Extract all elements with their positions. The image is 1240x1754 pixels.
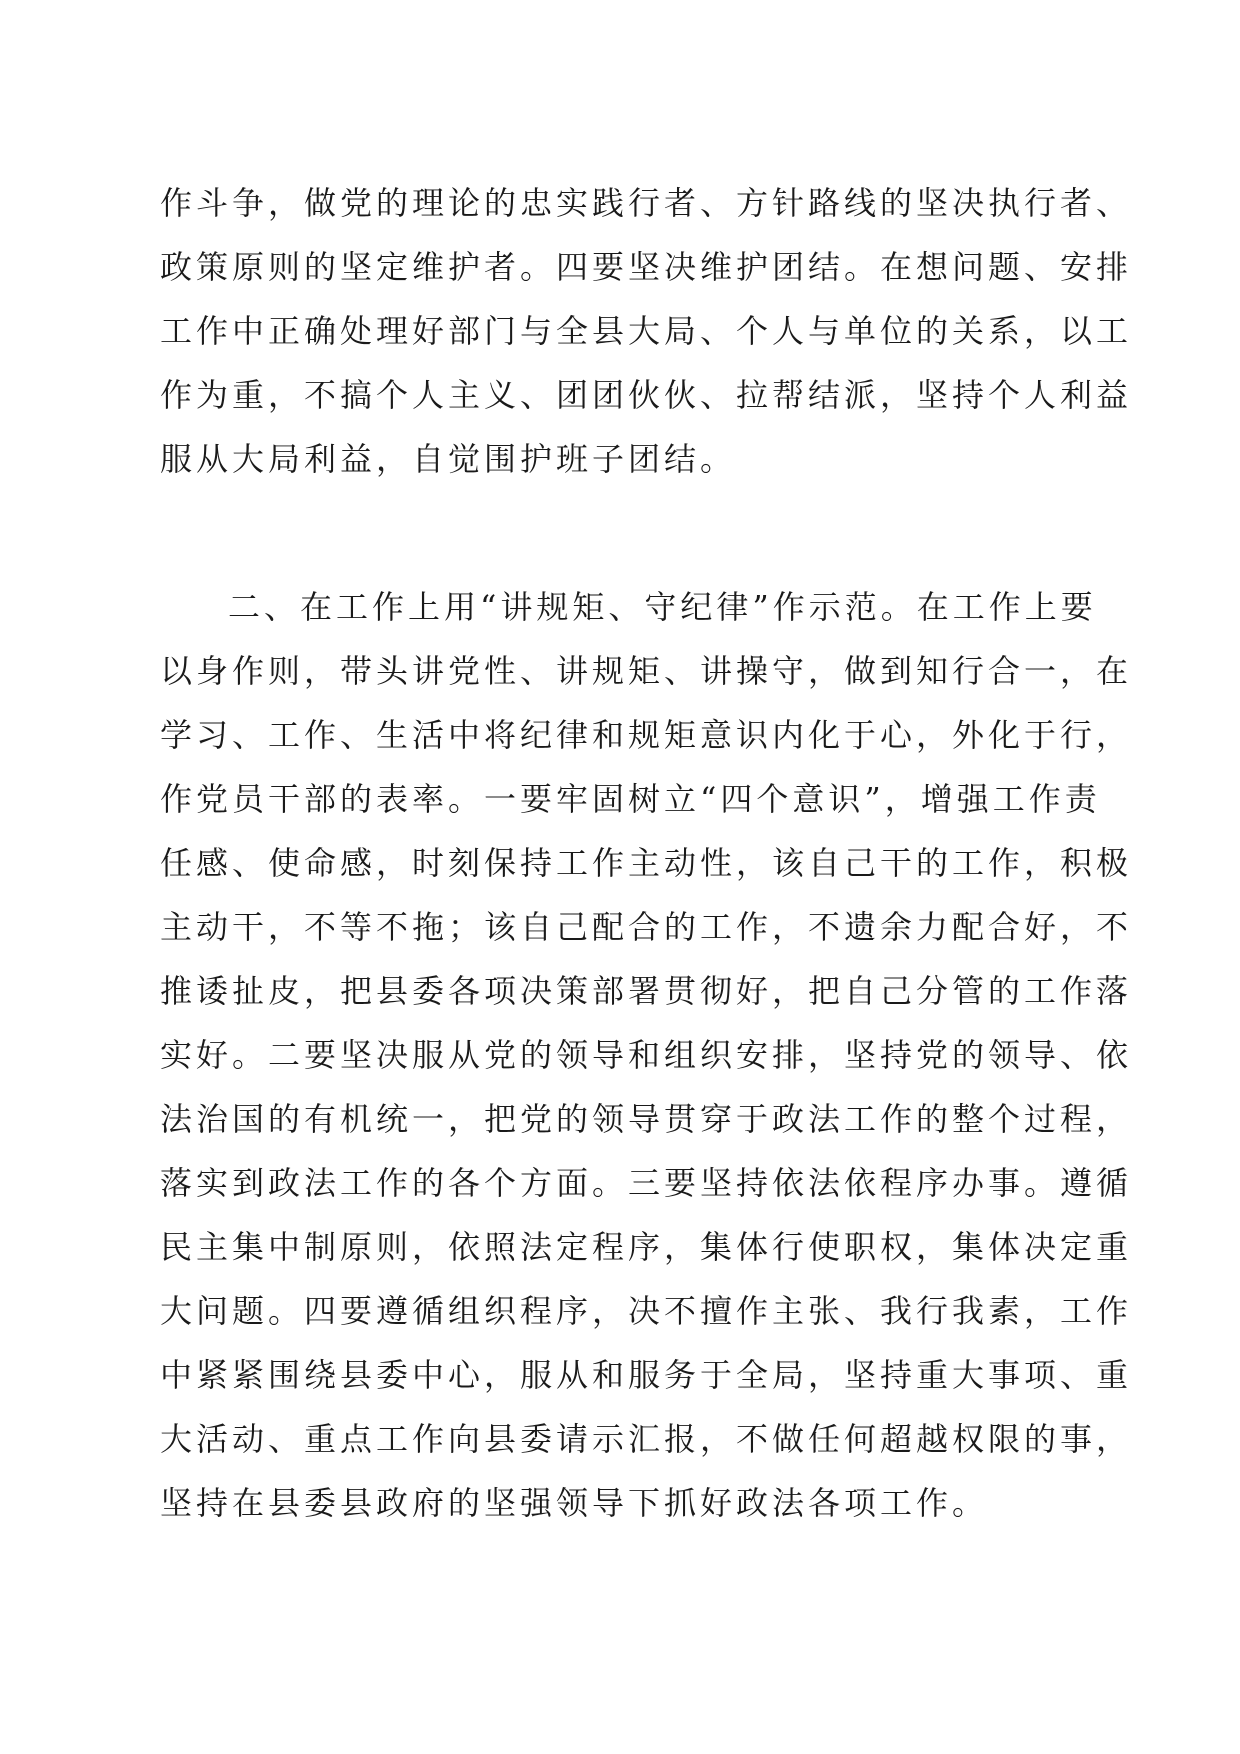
text-line: 法治国的有机统一，把党的领导贯穿于政法工作的整个过程，	[160, 1100, 1133, 1138]
text-line: 大问题。四要遵循组织程序，决不擅作主张、我行我素，工作	[160, 1292, 1133, 1330]
text-line: 作党员干部的表率。一要牢固树立“四个意识”，增强工作责	[160, 780, 1101, 818]
text-line: 民主集中制原则，依照法定程序，集体行使职权，集体决定重	[160, 1228, 1133, 1266]
text-line-indented: 二、在工作上用“讲规矩、守纪律”作示范。在工作上要	[228, 588, 1097, 626]
text-line: 推诿扯皮，把县委各项决策部署贯彻好，把自己分管的工作落	[160, 972, 1133, 1010]
text-line: 坚持在县委县政府的坚强领导下抓好政法各项工作。	[160, 1484, 989, 1522]
text-line: 作斗争，做党的理论的忠实践行者、方针路线的坚决执行者、	[160, 184, 1133, 222]
text-line: 大活动、重点工作向县委请示汇报，不做任何超越权限的事，	[160, 1420, 1133, 1458]
text-line: 作为重，不搞个人主义、团团伙伙、拉帮结派，坚持个人利益	[160, 376, 1133, 414]
paragraph-section-two	[160, 575, 1133, 1535]
text-line: 实好。二要坚决服从党的领导和组织安排，坚持党的领导、依	[160, 1036, 1133, 1074]
text-line: 任感、使命感，时刻保持工作主动性，该自己干的工作，积极	[160, 844, 1133, 882]
text-line: 落实到政法工作的各个方面。三要坚持依法依程序办事。遵循	[160, 1164, 1133, 1202]
text-line: 以身作则，带头讲党性、讲规矩、讲操守，做到知行合一，在	[160, 652, 1133, 690]
text-line: 服从大局利益，自觉围护班子团结。	[160, 440, 737, 478]
paragraph-continuation	[160, 171, 1133, 491]
text-line: 政策原则的坚定维护者。四要坚决维护团结。在想问题、安排	[160, 248, 1133, 286]
text-line: 学习、工作、生活中将纪律和规矩意识内化于心，外化于行，	[160, 716, 1133, 754]
text-line: 工作中正确处理好部门与全县大局、个人与单位的关系，以工	[160, 312, 1133, 350]
text-line: 主动干，不等不拖；该自己配合的工作，不遗余力配合好，不	[160, 908, 1133, 946]
text-line: 中紧紧围绕县委中心，服从和服务于全局，坚持重大事项、重	[160, 1356, 1133, 1394]
